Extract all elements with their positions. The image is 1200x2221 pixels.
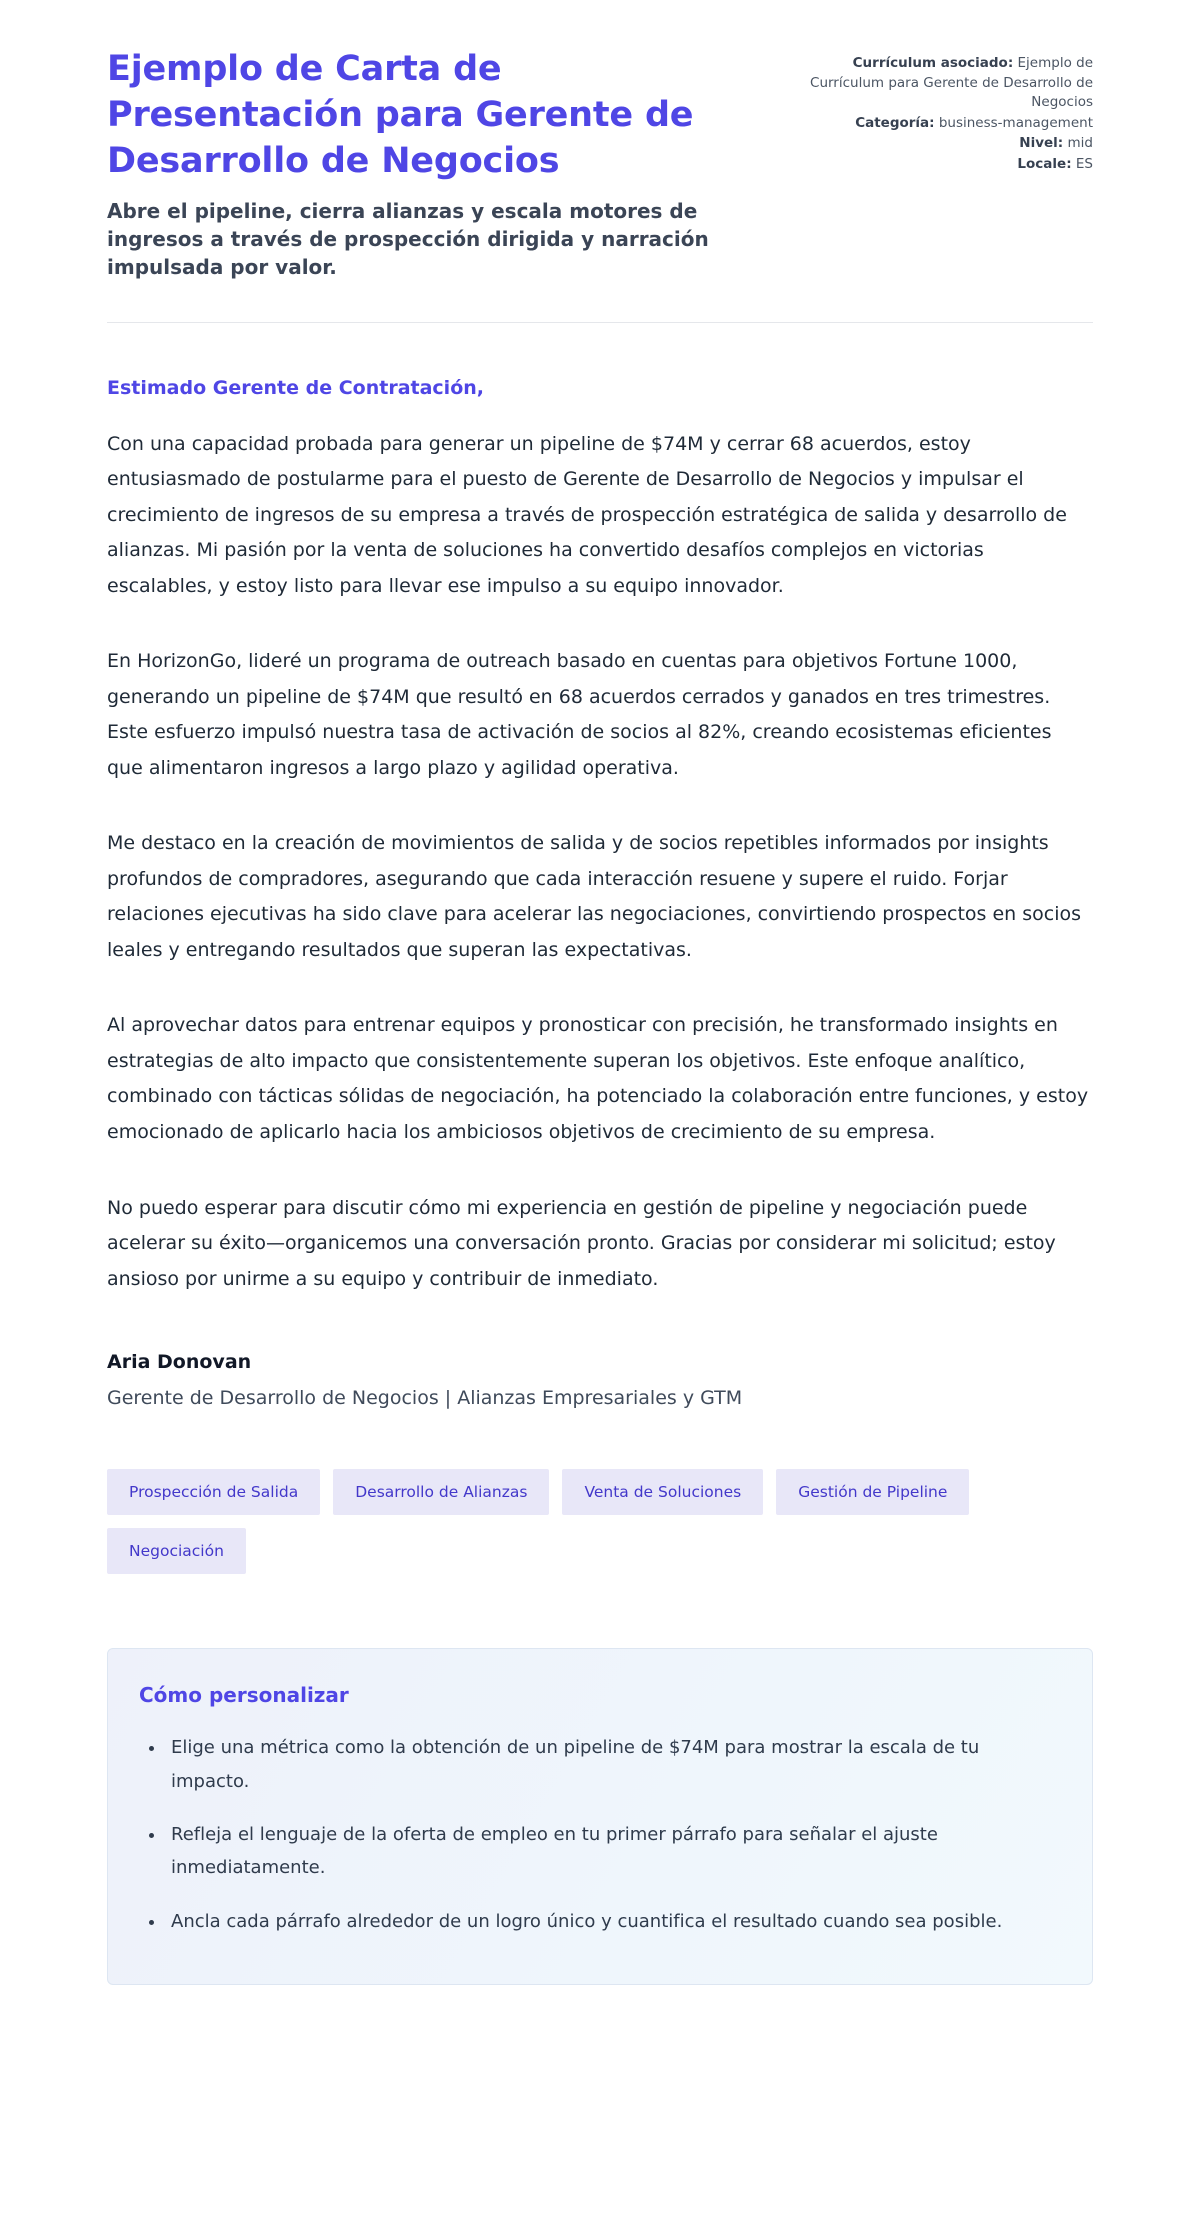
meta-value: ES xyxy=(1075,155,1093,172)
customization-callout xyxy=(107,1648,1093,1984)
page-title: Ejemplo de Carta de Presentación para Gerente de Desarrollo de Negocios xyxy=(107,49,694,182)
header-divider xyxy=(107,322,1093,323)
resume-meta-block xyxy=(798,46,1093,175)
letter-paragraph: No puedo esperar para discutir cómo mi experiencia en gestión de pipeline y negociación puede acelerar su éxito—organicemos una conversación pronto. Gracias por considerar mi solicitud; estoy ansioso por unirme a su equipo y contribuir de inmediato. xyxy=(107,1196,1056,1290)
letter-body xyxy=(107,377,1093,1409)
letter-paragraph: Al aprovechar datos para entrenar equipos y pronosticar con precisión, he transformado insights en estrategias de alto impacto que consistentemente superan los objetivos. Este enfoque analítico, combinado con tácticas sólidas de negociación, ha potenciado la colaboración entre funciones, y estoy emocionado de aplicarlo hacia los ambiciosos objetivos de crecimiento de su empresa. xyxy=(107,1014,1089,1143)
tag-chip[interactable]: Gestión de Pipeline xyxy=(776,1469,969,1515)
callout-title: Cómo personalizar xyxy=(139,1683,349,1708)
meta-value: business-management xyxy=(938,114,1093,131)
skill-tags xyxy=(107,1469,1047,1574)
callout-bullet-list xyxy=(139,1731,1060,1937)
meta-label: Nivel: xyxy=(1019,135,1064,152)
signature-name: Aria Donovan xyxy=(107,1351,252,1374)
meta-row xyxy=(798,54,1093,113)
callout-bullet: • Elige una métrica como la obtención de un pipeline de $74M para mostrar la escala de tu impacto. xyxy=(166,1731,1060,1798)
page-header xyxy=(107,46,1093,282)
meta-value: mid xyxy=(1067,135,1093,152)
meta-label: Currículum asociado: xyxy=(852,55,1014,71)
letter-paragraph: Con una capacidad probada para generar un pipeline de $74M y cerrar 68 acuerdos, estoy entusiasmado de postularme para el puesto de Gerente de Desarrollo de Negocios y impulsar el crecimiento de ingresos de su empresa a través de prospección estratégica de salida y desarrollo de alianzas. Mi pasión por la venta de soluciones ha convertido desafíos complejos en victorias escalables, y estoy listo para llevar ese impulso a su equipo innovador. xyxy=(107,432,1067,597)
signature-role: Gerente de Desarrollo de Negocios | Alianzas Empresariales y GTM xyxy=(107,1387,743,1410)
callout-bullet: • Refleja el lenguaje de la oferta de empleo en tu primer párrafo para señalar el ajuste inmediatamente. xyxy=(166,1818,1060,1885)
tag-chip[interactable]: Negociación xyxy=(107,1528,246,1574)
cover-letter-page xyxy=(107,0,1093,2049)
header-title-block xyxy=(107,46,762,282)
meta-value: Ejemplo de Currículum para Gerente de Desarrollo de Negocios xyxy=(810,55,1093,111)
page-subtitle: Abre el pipeline, cierra alianzas y escala motores de ingresos a través de prospección dirigida y narración impulsada por valor. xyxy=(107,198,709,280)
meta-label: Locale: xyxy=(1017,155,1072,172)
meta-row xyxy=(798,114,1093,134)
tag-chip[interactable]: Desarrollo de Alianzas xyxy=(333,1469,549,1515)
signature-block xyxy=(107,1351,1093,1409)
meta-row xyxy=(798,134,1093,154)
tag-chip[interactable]: Venta de Soluciones xyxy=(562,1469,763,1515)
meta-row xyxy=(798,155,1093,175)
letter-paragraph: Me destaco en la creación de movimientos de salida y de socios repetibles informados por insights profundos de compradores, asegurando que cada interacción resuene y supere el ruido. Forjar relaciones ejecutivas ha sido clave para acelerar las negociaciones, convirtiendo prospectos en socios leales y entregando resultados que superan las expectativas. xyxy=(107,832,1082,961)
letter-paragraph: En HorizonGo, lideré un programa de outreach basado en cuentas para objetivos Fortune 1000, generando un pipeline de $74M que resultó en 68 acuerdos cerrados y ganados en tres trimestres. Este esfuerzo impulsó nuestra tasa de activación de socios al 82%, creando ecosistemas eficientes que alimentaron ingresos a largo plazo y agilidad operativa. xyxy=(107,650,1052,779)
letter-greeting: Estimado Gerente de Contratación, xyxy=(107,376,484,399)
meta-label: Categoría: xyxy=(855,114,935,131)
tag-chip[interactable]: Prospección de Salida xyxy=(107,1469,320,1515)
callout-bullet: • Ancla cada párrafo alrededor de un logro único y cuantifica el resultado cuando sea posible. xyxy=(166,1905,1060,1938)
